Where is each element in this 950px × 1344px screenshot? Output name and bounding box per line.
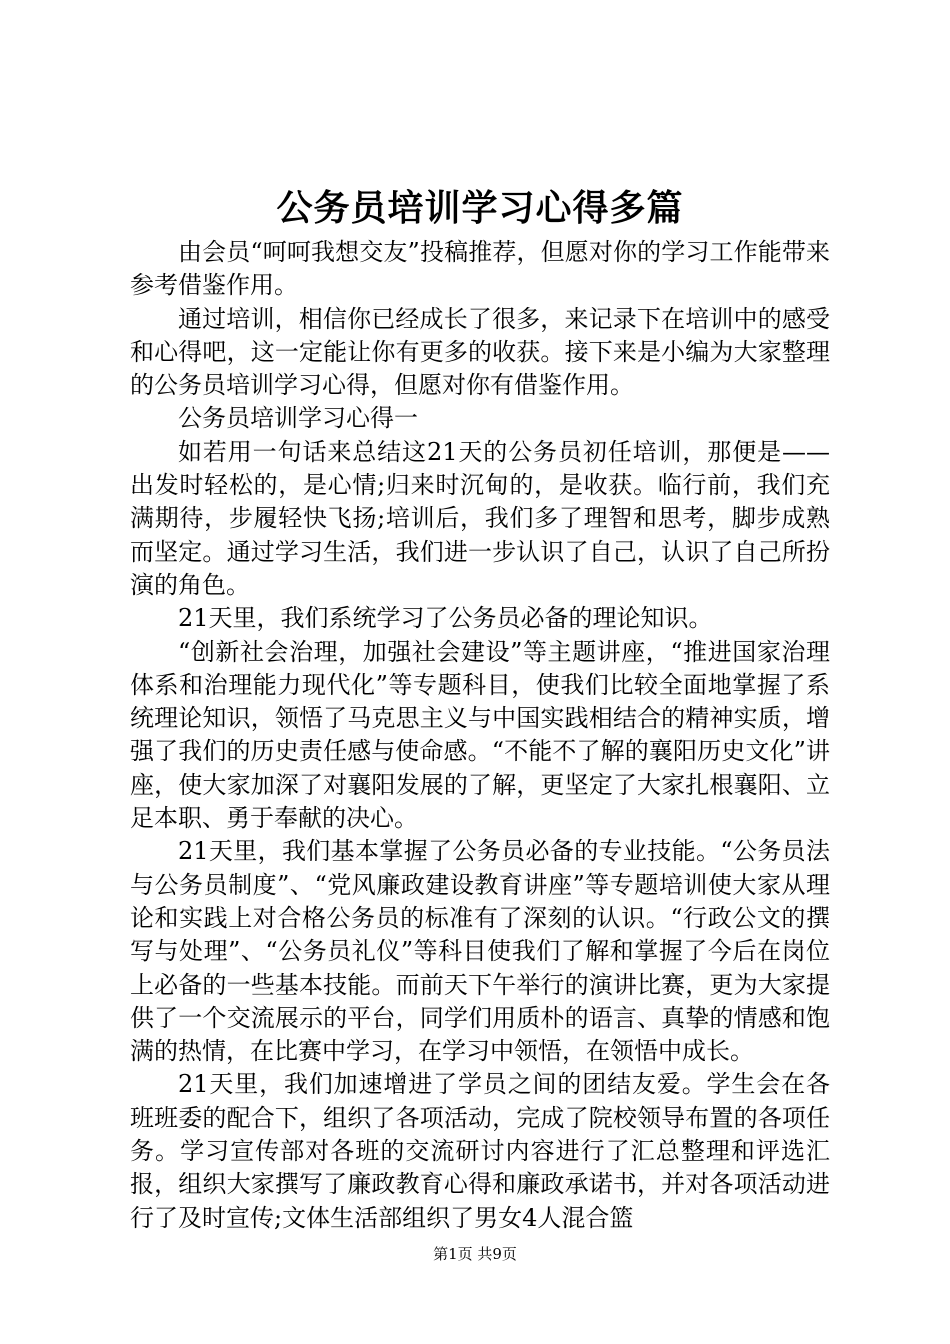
paragraph-theory: 21天里，我们系统学习了公务员必备的理论知识。: [178, 604, 713, 633]
page-number-footer: 第1页 共9页: [433, 1245, 517, 1263]
paragraph-skills: 21天里，我们基本掌握了公务员必备的专业技能。“公务员法与公务员制度”、“党风廉政建设教育讲座”等专题培训使大家从理论和实践上对合格公务员的标准有了深刻的认识。“行政公文的撰写与处理”、“公务员礼仪”等科目使我们了解和掌握了今后在岗位上必备的一些基本技能。而前天下午举行的演讲比赛，更为大家提供了一个交流展示的平台，同学们用质朴的语言、真挚的情感和饱满的热情，在比赛中学习，在学习中领悟，在领悟中成长。: [130, 837, 830, 1066]
paragraph-unity: 21天里，我们加速增进了学员之间的团结友爱。学生会在各班班委的配合下，组织了各项活动，完成了院校领导布置的各项任务。学习宣传部对各班的交流研讨内容进行了汇总整理和评选汇报，组织大家撰写了廉政教育心得和廉政承诺书，并对各项活动进行了及时宣传;文体生活部组织了男女4人混合篮: [130, 1070, 830, 1232]
document-body: [130, 236, 830, 1235]
paragraph-preface: 通过培训，相信你已经成长了很多，来记录下在培训中的感受和心得吧，这一定能让你有更多的收获。接下来是小编为大家整理的公务员培训学习心得，但愿对你有借鉴作用。: [130, 304, 830, 400]
section-heading: 公务员培训学习心得一: [178, 404, 418, 433]
paragraph-lectures: “创新社会治理，加强社会建设”等主题讲座，“推进国家治理体系和治理能力现代化”等专题科目，使我们比较全面地掌握了系统理论知识，领悟了马克思主义与中国实践相结合的精神实质，增强了我们的历史责任感与使命感。“不能不了解的襄阳历史文化”讲座，使大家加深了对襄阳发展的了解，更坚定了大家扎根襄阳、立足本职、勇于奉献的决心。: [130, 637, 830, 833]
paragraph-intro: 由会员“呵呵我想交友”投稿推荐，但愿对你的学习工作能带来参考借鉴作用。: [130, 238, 830, 300]
document-title: 公务员培训学习心得多篇: [276, 187, 684, 229]
paragraph-summary: 如若用一句话来总结这21天的公务员初任培训，那便是——出发时轻松的，是心情;归来时沉甸的，是收获。临行前，我们充满期待，步履轻快飞扬;培训后，我们多了理智和思考，脚步成熟而坚定。通过学习生活，我们进一步认识了自己，认识了自己所扮演的角色。: [130, 437, 830, 599]
